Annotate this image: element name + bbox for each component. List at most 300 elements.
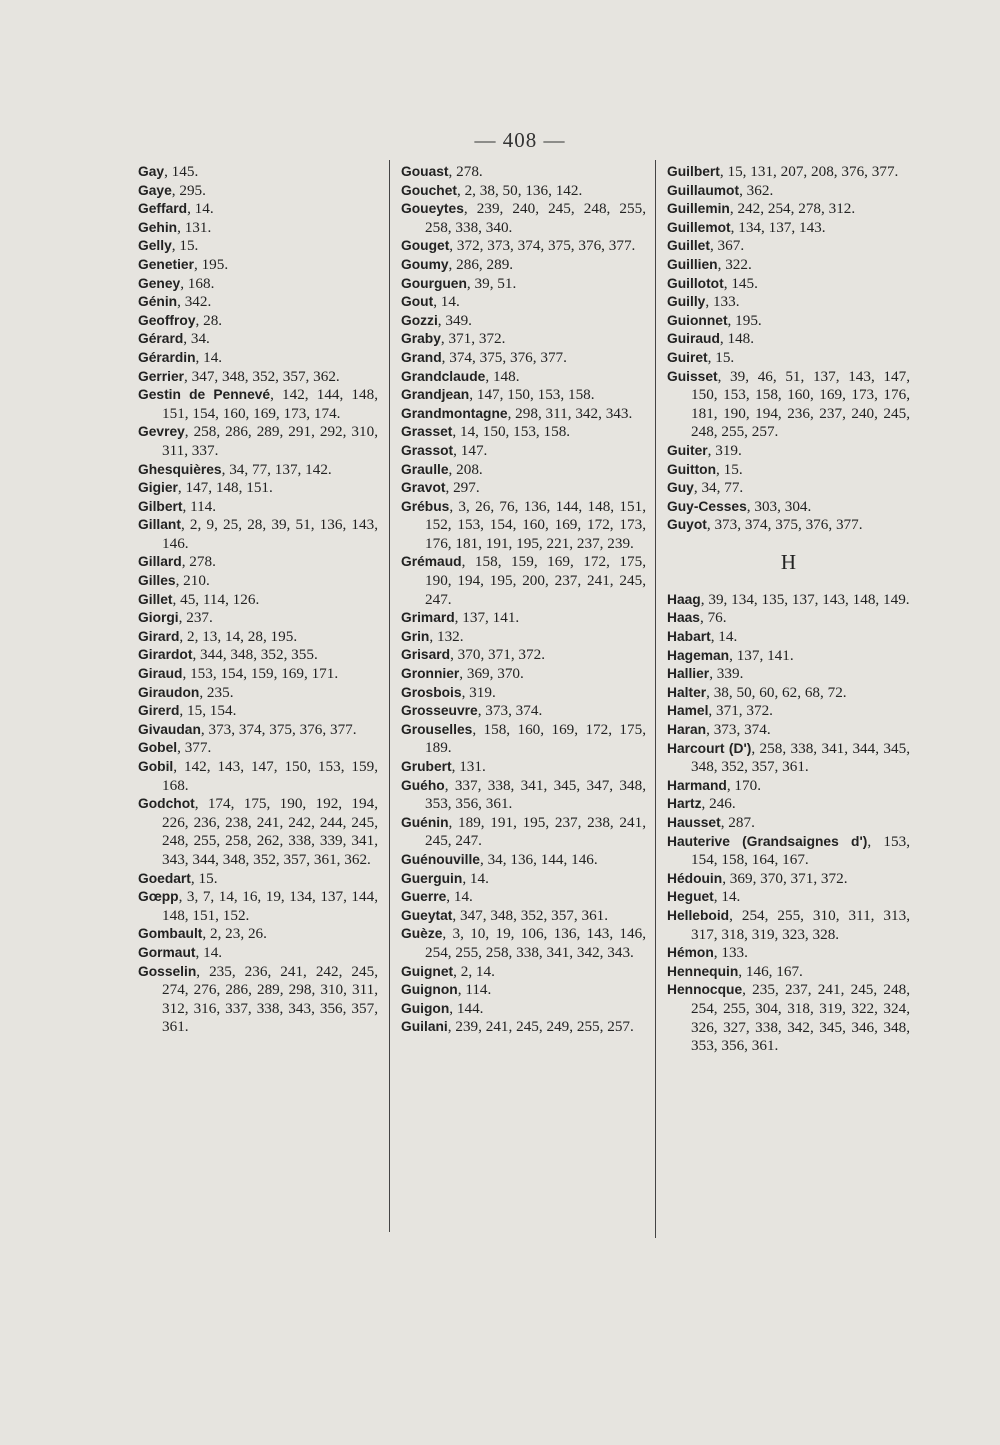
entry-page-refs: , 322. (717, 255, 752, 273)
entry-name: Guerguin (401, 870, 463, 886)
entry-page-refs: , 286, 289. (448, 255, 514, 273)
entry-name: Giorgi (138, 610, 179, 626)
index-entry (667, 591, 910, 610)
index-column-3 (667, 163, 910, 1056)
index-entry (667, 740, 910, 777)
entry-page-refs: , 147. (453, 441, 488, 459)
index-entry (401, 405, 646, 424)
entry-name: Grubert (401, 759, 452, 774)
index-entry (138, 591, 378, 610)
entry-name: Hartz (667, 796, 702, 812)
column-divider (389, 160, 390, 1232)
index-entry (138, 963, 378, 1037)
entry-name: Guiret (667, 349, 708, 365)
index-entry (401, 256, 646, 275)
index-entry (667, 702, 910, 721)
index-entry (401, 981, 646, 1000)
entry-page-refs: , 146, 167. (738, 962, 803, 980)
index-entry (401, 237, 646, 256)
entry-page-refs: , 377. (177, 739, 212, 757)
index-entry (667, 888, 910, 907)
entry-page-refs: , 15. (707, 348, 735, 366)
entry-name: Grébus (401, 498, 450, 514)
entry-page-refs: , 369, 370, 371, 372. (722, 869, 848, 887)
index-entry (138, 628, 378, 647)
entry-name: Guy-Cesses (667, 498, 747, 514)
entry-page-refs: , 34, 77, 137, 142. (221, 460, 332, 478)
entry-page-refs: , 148. (485, 367, 520, 385)
entry-page-refs: , 239, 240, 245, 248, 255, 258, 338, 340. (425, 200, 646, 236)
index-entry (138, 386, 378, 423)
index-entry (667, 498, 910, 517)
entry-page-refs: , 374, 375, 376, 377. (441, 348, 567, 366)
entry-page-refs: , 14. (446, 888, 473, 906)
entry-page-refs: , 258, 338, 341, 344, 345, 348, 352, 357, 361. (691, 739, 910, 776)
entry-name: Gestin de Pennevé (138, 387, 271, 403)
entry-page-refs: , 142, 143, 147, 150, 153, 159, 168. (162, 758, 378, 794)
index-entry (401, 628, 646, 647)
entry-page-refs: , 14. (710, 628, 738, 646)
index-entry (401, 442, 646, 461)
index-entry (138, 498, 378, 517)
entry-page-refs: , 137, 141. (729, 646, 794, 664)
entry-name: Gilbert (138, 498, 183, 514)
entry-name: Gormaut (138, 944, 196, 960)
entry-name: Givaudan (138, 721, 201, 737)
entry-page-refs: , 347, 348, 352, 357, 361. (452, 906, 609, 924)
entry-page-refs: , 14, 150, 153, 158. (452, 423, 571, 441)
entry-name: Gout (401, 294, 434, 310)
entry-name: Gérard (138, 331, 184, 347)
entry-page-refs: , 242, 254, 278, 312. (729, 200, 856, 218)
entry-name: Guerre (401, 889, 447, 905)
index-entry (667, 349, 910, 368)
entry-name: Guillemot (667, 219, 731, 235)
index-entry (401, 386, 646, 405)
index-entry (667, 963, 910, 982)
entry-name: Gozzi (401, 312, 438, 328)
entry-page-refs: , 371, 372. (440, 330, 506, 348)
entry-page-refs: , 372, 373, 374, 375, 376, 377. (449, 237, 636, 255)
entry-name: Heguet (667, 889, 714, 905)
index-entry (667, 944, 910, 963)
entry-page-refs: , 371, 372. (708, 702, 773, 720)
entry-page-refs: , 14. (462, 869, 489, 887)
index-entry (401, 907, 646, 926)
entry-page-refs: , 147, 148, 151. (177, 479, 273, 497)
entry-name: Guillet (667, 238, 710, 254)
entry-page-refs: , 134, 137, 143. (730, 218, 826, 236)
entry-name: Grouselles (401, 721, 473, 737)
entry-name: Godchot (138, 796, 195, 812)
index-entry (401, 646, 646, 665)
index-entry (667, 312, 910, 331)
entry-page-refs: , 342. (177, 293, 212, 311)
entry-name: Grimard (401, 610, 455, 626)
index-entry (138, 665, 378, 684)
entry-page-refs: , 133. (713, 944, 748, 962)
index-entry (667, 777, 910, 796)
entry-name: Haas (667, 610, 700, 626)
index-entry (401, 349, 646, 368)
index-entry (138, 368, 378, 387)
index-entry (667, 182, 910, 201)
entry-name: Grin (401, 628, 430, 644)
entry-page-refs: , 153, 154, 159, 169, 171. (182, 665, 339, 683)
entry-name: Goueytes (401, 201, 464, 217)
entry-name: Gay (138, 164, 165, 179)
entry-page-refs: , 210. (175, 572, 210, 590)
entry-name: Guénin (401, 814, 449, 830)
entry-page-refs: , 38, 50, 60, 62, 68, 72. (706, 683, 847, 701)
entry-page-refs: , 235, 237, 241, 245, 248, 254, 255, 304, 318, 319, 322, 324, 326, 327, 338, 342, 345, 346, 348, 353, 356, 361. (691, 981, 910, 1055)
entry-page-refs: , 153, 154, 158, 164, 167. (691, 832, 910, 869)
entry-name: Gilles (138, 573, 176, 589)
entry-page-refs: , 239, 241, 245, 249, 255, 257. (447, 1018, 634, 1036)
index-column-1 (138, 163, 378, 1037)
entry-name: Hausset (667, 815, 721, 830)
index-entry (401, 182, 646, 201)
entry-name: Harmand (667, 777, 727, 793)
index-entry (667, 368, 910, 442)
entry-name: Genetier (138, 256, 194, 272)
entry-name: Gaye (138, 182, 172, 198)
entry-name: Harcourt (D') (667, 740, 752, 756)
entry-name: Guillaumot (667, 182, 740, 198)
entry-name: Grisard (401, 647, 451, 663)
entry-page-refs: , 131. (451, 758, 486, 775)
index-entry (667, 814, 910, 833)
entry-page-refs: , 174, 175, 190, 192, 194, 226, 236, 238, 241, 242, 244, 245, 248, 255, 258, 262, 338, 339, 341, 343, 344, 348, 352, 357, 361, 362. (162, 795, 378, 868)
entry-page-refs: , 319. (707, 441, 742, 459)
index-entry (138, 646, 378, 665)
entry-page-refs: , 114. (457, 981, 492, 999)
entry-name: Gœpp (138, 889, 179, 905)
index-entry (667, 293, 910, 312)
entry-name: Graby (401, 331, 441, 347)
index-entry (138, 721, 378, 740)
entry-name: Gravot (401, 480, 446, 496)
entry-page-refs: , 319. (461, 683, 496, 701)
index-entry (667, 479, 910, 498)
entry-name: Gourguen (401, 275, 467, 291)
entry-page-refs: , 235. (199, 683, 234, 701)
index-entry (138, 200, 378, 219)
entry-page-refs: , 76. (699, 609, 727, 627)
entry-page-refs: , 298, 311, 342, 343. (507, 404, 633, 422)
entry-page-refs: , 34, 77. (693, 479, 744, 497)
entry-page-refs: , 147, 150, 153, 158. (469, 386, 595, 404)
entry-name: Giraudon (138, 684, 200, 700)
entry-page-refs: , 39, 46, 51, 137, 143, 147, 150, 153, 158, 160, 169, 173, 176, 181, 190, 194, 236, 237, 240, 245, 248, 255, 257. (691, 367, 910, 441)
entry-name: Gérardin (138, 349, 196, 365)
entry-page-refs: , 349. (437, 311, 472, 329)
entry-name: Gevrey (138, 424, 185, 440)
index-entry (401, 963, 646, 982)
index-entry (138, 219, 378, 238)
entry-name: Gillard (138, 554, 182, 570)
entry-page-refs: , 235, 236, 241, 242, 245, 274, 276, 286, 289, 298, 310, 311, 312, 316, 337, 338, 343, 356, 357, 361. (162, 962, 378, 1036)
entry-name: Haag (667, 591, 701, 607)
index-entry (401, 684, 646, 703)
index-entry (138, 312, 378, 331)
entry-name: Giraud (138, 666, 183, 682)
index-entry (401, 1018, 646, 1037)
index-entry (401, 814, 646, 851)
index-entry (138, 739, 378, 758)
index-entry (138, 795, 378, 869)
index-entry (401, 461, 646, 480)
entry-name: Gouast (401, 164, 449, 179)
entry-page-refs: , 370, 371, 372. (450, 646, 545, 664)
entry-page-refs: , 142, 144, 148, 151, 154, 160, 169, 173, 174. (162, 386, 379, 422)
index-entry (667, 907, 910, 944)
entry-name: Gouchet (401, 182, 457, 198)
index-entry (401, 293, 646, 312)
entry-page-refs: , 39, 51. (466, 274, 517, 292)
entry-page-refs: , 14. (195, 348, 223, 366)
entry-name: Graulle (401, 461, 449, 477)
entry-name: Guigon (401, 1000, 450, 1016)
entry-page-refs: , 373, 374, 375, 376, 377. (200, 720, 357, 738)
index-entry (138, 702, 378, 721)
entry-name: Guisset (667, 368, 718, 384)
entry-name: Guignet (401, 963, 454, 979)
index-entry (401, 721, 646, 758)
index-entries (667, 591, 910, 1056)
entry-name: Guiraud (667, 331, 720, 347)
index-entry (401, 758, 646, 777)
entry-page-refs: , 2, 9, 25, 28, 39, 51, 136, 143, 146. (162, 516, 378, 552)
entry-page-refs: , 2, 14. (453, 962, 495, 980)
entry-name: Gigier (138, 480, 178, 496)
index-entry (401, 553, 646, 609)
entry-name: Génin (138, 294, 178, 310)
index-entry (401, 702, 646, 721)
entry-name: Geoffroy (138, 312, 196, 328)
entry-name: Gillant (138, 517, 181, 533)
index-entry (138, 553, 378, 572)
entry-page-refs: , 254, 255, 310, 311, 313, 317, 318, 319, 323, 328. (691, 906, 910, 943)
index-entry (401, 368, 646, 387)
index-entry (667, 256, 910, 275)
index-entry (667, 219, 910, 238)
entry-name: Gouget (401, 238, 450, 254)
index-entry (401, 609, 646, 628)
entry-page-refs: , 144. (449, 999, 484, 1017)
index-entry (138, 256, 378, 275)
entry-page-refs: , 34, 136, 144, 146. (479, 850, 598, 868)
index-entry (667, 275, 910, 294)
entry-page-refs: , 170. (726, 776, 761, 794)
entry-page-refs: , 133. (705, 293, 740, 311)
entry-name: Guilly (667, 294, 706, 310)
entry-page-refs: , 195. (727, 311, 762, 329)
index-entry (401, 200, 646, 237)
entry-name: Grémaud (401, 554, 462, 570)
entry-name: Gobel (138, 740, 178, 756)
entry-page-refs: , 45, 114, 126. (172, 590, 260, 608)
entry-name: Gobil (138, 759, 174, 774)
entry-name: Grand (401, 349, 442, 365)
column-divider (655, 160, 656, 1238)
entry-page-refs: , 297. (445, 479, 480, 497)
index-entry (138, 237, 378, 256)
entry-page-refs: , 287. (720, 814, 755, 831)
entry-page-refs: , 3, 10, 19, 106, 136, 143, 146, 254, 255, 258, 338, 341, 342, 343. (425, 925, 646, 961)
index-entry (667, 647, 910, 666)
entry-name: Girardot (138, 647, 193, 663)
index-entry (401, 851, 646, 870)
entry-page-refs: , 344, 348, 352, 355. (192, 646, 318, 664)
index-entry (138, 275, 378, 294)
entry-page-refs: , 195. (193, 255, 229, 273)
index-entry (401, 925, 646, 962)
index-entry (667, 200, 910, 219)
entry-page-refs: , 373, 374, 375, 376, 377. (706, 516, 863, 534)
index-entry (138, 461, 378, 480)
entry-page-refs: , 303, 304. (746, 497, 812, 515)
index-entry (401, 330, 646, 349)
index-entry (138, 163, 378, 182)
index-entry (138, 870, 378, 889)
index-entry (401, 498, 646, 554)
entry-name: Guého (401, 777, 445, 793)
entry-page-refs: , 15, 154. (179, 702, 237, 720)
entry-name: Hémon (667, 945, 714, 961)
section-letter: H (780, 549, 797, 574)
entry-name: Grandmontagne (401, 405, 508, 421)
entry-name: Girard (138, 628, 180, 644)
index-entry (667, 609, 910, 628)
entry-name: Guèze (401, 926, 443, 942)
entry-page-refs: , 158, 159, 169, 172, 175, 190, 194, 195, 200, 237, 241, 245, 247. (425, 553, 646, 608)
entry-page-refs: , 373, 374. (477, 702, 543, 720)
entry-page-refs: , 145. (164, 163, 199, 180)
index-entry (667, 461, 910, 480)
index-entry (138, 423, 378, 460)
index-entries (667, 163, 910, 535)
entry-name: Grassot (401, 442, 454, 458)
entry-page-refs: , 15, 131, 207, 208, 376, 377. (719, 163, 899, 180)
index-entry (138, 182, 378, 201)
index-entry (138, 758, 378, 795)
entry-name: Geffard (138, 201, 188, 217)
index-entry (667, 442, 910, 461)
entry-name: Guignon (401, 982, 458, 998)
index-entry (667, 833, 910, 870)
index-entry (667, 330, 910, 349)
index-entry (138, 944, 378, 963)
entry-name: Helleboid (667, 907, 730, 923)
entry-page-refs: , 2, 13, 14, 28, 195. (179, 627, 298, 645)
index-entry (667, 163, 910, 182)
entry-name: Gombault (138, 926, 203, 942)
entry-page-refs: , 2, 38, 50, 136, 142. (456, 181, 583, 199)
entry-name: Girerd (138, 703, 180, 719)
entry-name: Hédouin (667, 870, 723, 886)
entry-page-refs: , 339. (709, 665, 744, 683)
entry-page-refs: , 14. (713, 888, 741, 906)
entry-name: Geney (138, 275, 181, 291)
index-entry (667, 628, 910, 647)
entry-name: Guiter (667, 442, 708, 458)
index-entry (667, 665, 910, 684)
index-entry (138, 684, 378, 703)
entry-name: Guilani (401, 1019, 448, 1035)
entry-page-refs: , 14. (187, 200, 214, 218)
entry-name: Gehin (138, 219, 178, 235)
entry-page-refs: , 3, 26, 76, 136, 144, 148, 151, 152, 153, 154, 160, 169, 172, 173, 176, 181, 191, 195, 221, 237, 239. (425, 497, 646, 552)
index-entry (401, 1000, 646, 1019)
index-entry (401, 888, 646, 907)
entry-name: Guénouville (401, 851, 480, 867)
entry-page-refs: , 362. (739, 181, 774, 199)
index-entry (401, 423, 646, 442)
entry-page-refs: , 131. (177, 218, 212, 236)
index-entry (401, 275, 646, 294)
index-entry (401, 479, 646, 498)
entry-name: Grosbois (401, 684, 462, 700)
index-entry (138, 293, 378, 312)
entry-name: Habart (667, 629, 711, 645)
entry-page-refs: , 15. (190, 869, 218, 887)
entry-name: Guillien (667, 256, 718, 272)
entry-page-refs: , 258, 286, 289, 291, 292, 310, 311, 337. (162, 423, 378, 459)
index-column-2 (401, 163, 646, 1037)
index-entry (401, 870, 646, 889)
entry-page-refs: , 114. (182, 497, 217, 515)
entry-name: Gueytat (401, 907, 453, 923)
entry-page-refs: , 246. (701, 795, 736, 813)
entry-page-refs: , 34. (183, 330, 210, 348)
entry-page-refs: , 337, 338, 341, 345, 347, 348, 353, 356, 361. (425, 776, 646, 813)
index-entry (138, 479, 378, 498)
index-entry (138, 572, 378, 591)
entry-name: Guionnet (667, 312, 728, 328)
entry-name: Gronnier (401, 666, 460, 682)
entry-name: Gerrier (138, 368, 185, 384)
index-entry (667, 981, 910, 1055)
entry-name: Guy (667, 480, 694, 496)
entry-page-refs: , 137, 141. (454, 609, 520, 627)
entry-name: Hennequin (667, 963, 739, 979)
index-entry (667, 684, 910, 703)
index-entry (138, 516, 378, 553)
entry-page-refs: , 278. (448, 163, 483, 180)
entry-page-refs: , 148. (719, 330, 755, 348)
index-entry (667, 870, 910, 889)
entry-name: Hallier (667, 666, 710, 682)
entry-name: Gillet (138, 591, 173, 607)
entry-page-refs: , 189, 191, 195, 237, 238, 241, 245, 247. (425, 813, 646, 850)
entry-page-refs: , 367. (709, 237, 745, 255)
index-entry (138, 888, 378, 925)
entry-page-refs: , 295. (171, 181, 206, 199)
entry-name: Goumy (401, 256, 449, 272)
entry-page-refs: , 3, 7, 14, 16, 19, 134, 137, 144, 148, 151, 152. (162, 888, 378, 924)
page-number: — 408 — (474, 128, 566, 152)
index-entry (667, 237, 910, 256)
entry-page-refs: , 2, 23, 26. (202, 925, 267, 943)
entry-name: Ghesquières (138, 461, 222, 477)
entry-page-refs: , 15. (716, 460, 743, 478)
entry-name: Gosselin (138, 963, 197, 979)
index-entry (138, 925, 378, 944)
entry-page-refs: , 158, 160, 169, 172, 175, 189. (425, 720, 646, 757)
index-entry (401, 312, 646, 331)
entry-name: Hennocque (667, 982, 743, 998)
